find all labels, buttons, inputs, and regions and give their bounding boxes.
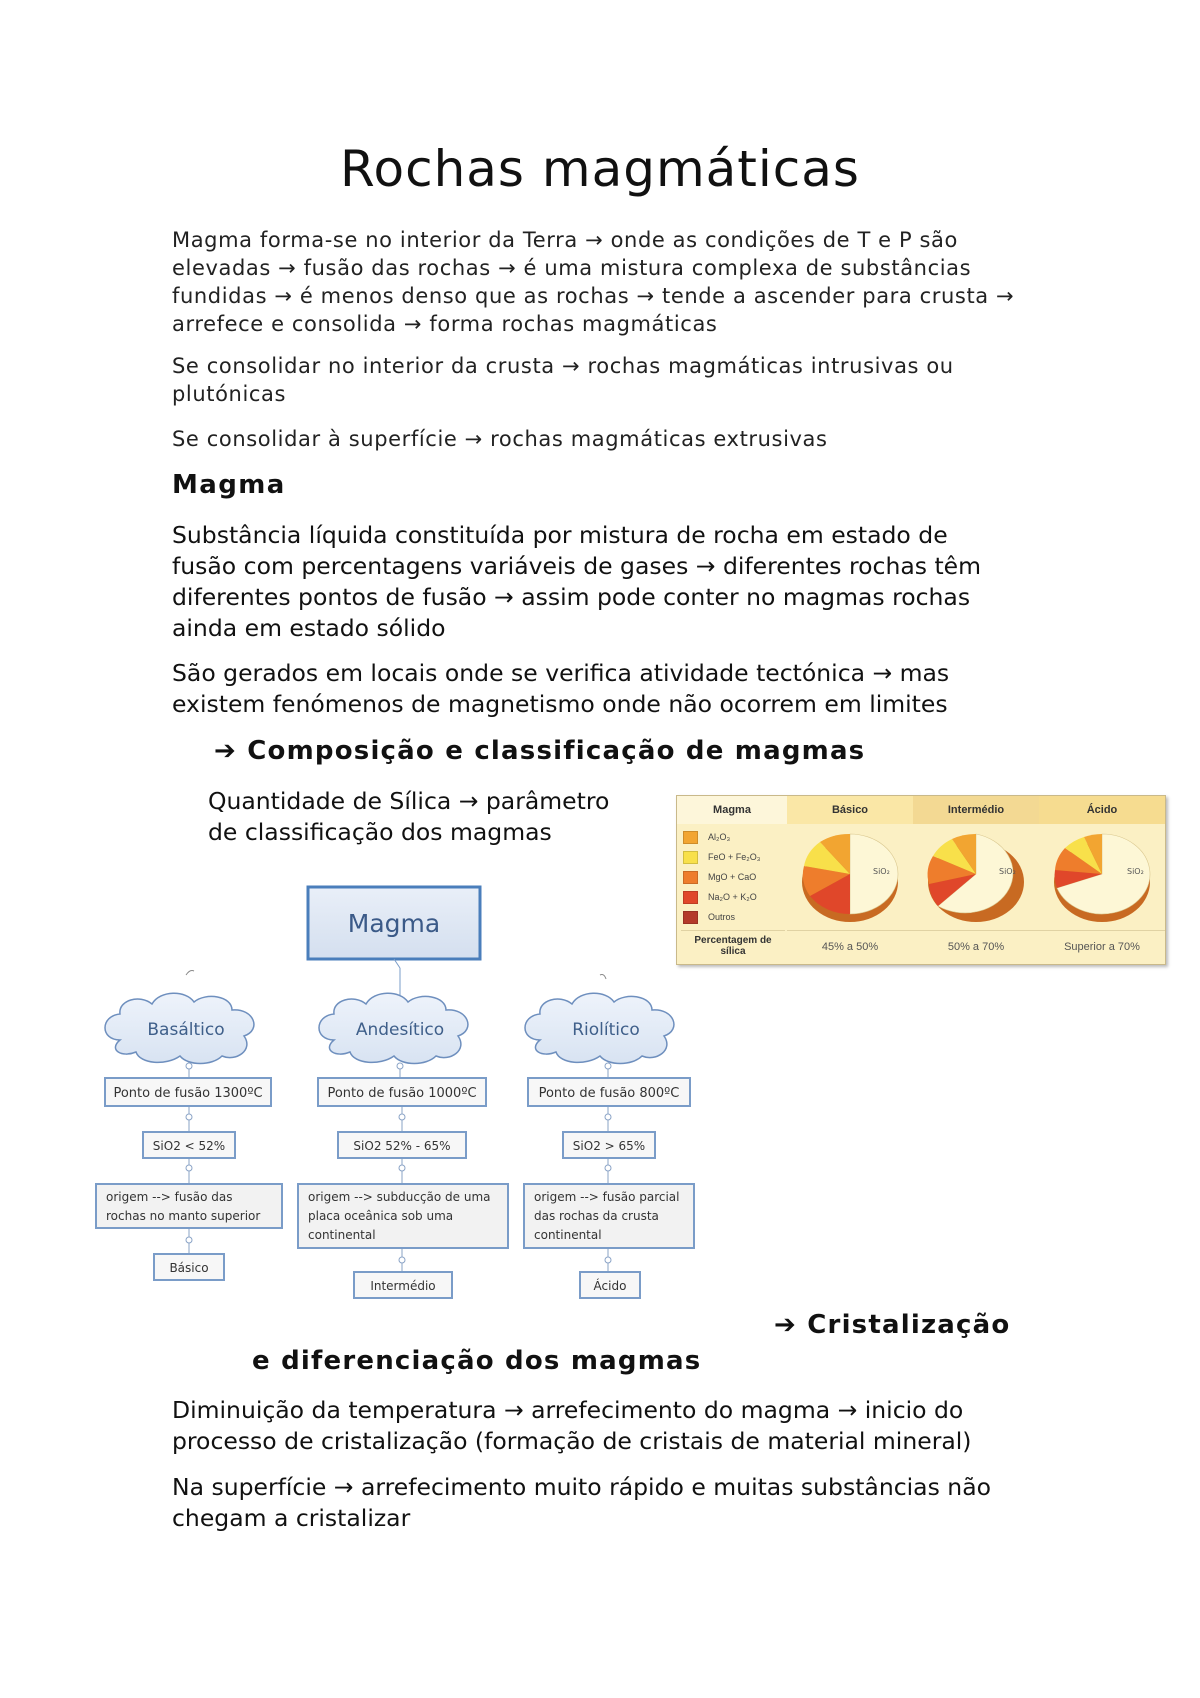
text-line: existem fenómenos de magnetismo onde não ocorrem em limites bbox=[172, 690, 948, 718]
silica-label: SiO2 52% - 65% bbox=[353, 1139, 451, 1153]
result-label: Básico bbox=[169, 1261, 209, 1275]
table-header-intermedio: Intermédio bbox=[913, 796, 1040, 824]
crystallization-heading-part1 bbox=[774, 1310, 1010, 1340]
composition-heading-text: Composição e classificação de magmas bbox=[247, 736, 866, 766]
text-line: fundidas → é menos denso que as rochas → tende a ascender para crusta → bbox=[172, 284, 1015, 308]
pie-silica-label: SiO₂ bbox=[873, 867, 890, 876]
text-line: elevadas → fusão das rochas → é uma mistura complexa de substâncias bbox=[172, 256, 972, 280]
legend-label: FeO + Fe₂O₃ bbox=[708, 852, 761, 862]
text-line: ainda em estado sólido bbox=[172, 614, 446, 642]
section-heading-magma: Magma bbox=[172, 470, 286, 500]
text-line: arrefece e consolida → forma rochas magmáticas bbox=[172, 312, 718, 336]
table-header-basico: Básico bbox=[787, 796, 914, 824]
origin-line: rochas no manto superior bbox=[106, 1209, 261, 1223]
origin-line: continental bbox=[534, 1228, 602, 1242]
footer-label: Percentagem de sílica bbox=[681, 930, 785, 962]
text-line: Se consolidar à superfície → rochas magmáticas extrusivas bbox=[172, 427, 828, 451]
text-line: chegam a cristalizar bbox=[172, 1504, 411, 1532]
text-line: de classificação dos magmas bbox=[208, 818, 552, 846]
text-line: plutónicas bbox=[172, 382, 287, 406]
range-basico: 45% a 50% bbox=[787, 930, 913, 963]
text-line: Se consolidar no interior da crusta → rochas magmáticas intrusivas ou bbox=[172, 354, 954, 378]
melting-label: Ponto de fusão 1300ºC bbox=[113, 1086, 263, 1101]
pie-silica-label: SiO₂ bbox=[999, 867, 1016, 876]
cloud-label: Andesítico bbox=[355, 1020, 445, 1040]
result-label: Intermédio bbox=[370, 1279, 436, 1293]
range-intermedio: 50% a 70% bbox=[913, 930, 1039, 963]
flowchart-root-label: Magma bbox=[347, 909, 441, 938]
cloud-label: Basáltico bbox=[147, 1020, 225, 1040]
text-line: Na superfície → arrefecimento muito rápido e muitas substâncias não bbox=[172, 1473, 991, 1501]
range-acido: Superior a 70% bbox=[1039, 930, 1165, 963]
legend-label: Al₂O₃ bbox=[708, 832, 731, 842]
text-line: Magma forma-se no interior da Terra → onde as condições de T e P são bbox=[172, 228, 958, 252]
crystallization-paragraph-1 bbox=[172, 1395, 1052, 1457]
text-line: diferentes pontos de fusão → assim pode conter no magmas rochas bbox=[172, 583, 971, 611]
text-line: São gerados em locais onde se verifica atividade tectónica → mas bbox=[172, 659, 950, 687]
cloud-andesitico bbox=[319, 993, 468, 1063]
text-line: Quantidade de Sílica → parâmetro bbox=[208, 787, 610, 815]
crystallization-heading-text: Cristalização bbox=[807, 1310, 1011, 1340]
crystallization-heading-part2: e diferenciação dos magmas bbox=[252, 1346, 702, 1376]
silica-label: SiO2 < 52% bbox=[152, 1139, 226, 1153]
table-header-magma: Magma bbox=[677, 796, 788, 824]
arrow-icon: ➔ bbox=[214, 736, 237, 766]
crystallization-paragraph-2 bbox=[172, 1472, 1052, 1534]
text-line: fusão com percentagens variáveis de gases → diferentes rochas têm bbox=[172, 552, 982, 580]
page-title: Rochas magmáticas bbox=[340, 140, 860, 198]
origin-line: origem --> subducção de uma bbox=[308, 1190, 491, 1204]
origin-line: continental bbox=[308, 1228, 376, 1242]
melting-label: Ponto de fusão 1000ºC bbox=[327, 1086, 477, 1101]
arrow-icon: ➔ bbox=[774, 1310, 797, 1340]
pie-silica-label: SiO₂ bbox=[1127, 867, 1144, 876]
table-header-acido: Ácido bbox=[1039, 796, 1165, 824]
origin-line: origem --> fusão das bbox=[106, 1190, 233, 1204]
text-line: Substância líquida constituída por mistura de rocha em estado de bbox=[172, 521, 948, 549]
cloud-basaltico bbox=[105, 993, 254, 1063]
text-line: Diminuição da temperatura → arrefecimento do magma → inicio do bbox=[172, 1396, 964, 1424]
melting-label: Ponto de fusão 800ºC bbox=[538, 1086, 680, 1101]
silica-label: SiO2 > 65% bbox=[572, 1139, 646, 1153]
text-line: processo de cristalização (formação de cristais de material mineral) bbox=[172, 1427, 972, 1455]
legend-label: Na₂O + K₂O bbox=[708, 892, 757, 902]
origin-line: origem --> fusão parcial bbox=[534, 1190, 680, 1204]
origin-line: placa oceânica sob uma bbox=[308, 1209, 454, 1223]
origin-line: das rochas da crusta bbox=[534, 1209, 659, 1223]
legend-label: MgO + CaO bbox=[708, 872, 757, 882]
legend-label: Outros bbox=[708, 912, 736, 922]
result-label: Ácido bbox=[593, 1279, 627, 1293]
cloud-label: Riolítico bbox=[572, 1020, 640, 1040]
cloud-riolitico bbox=[525, 993, 674, 1063]
